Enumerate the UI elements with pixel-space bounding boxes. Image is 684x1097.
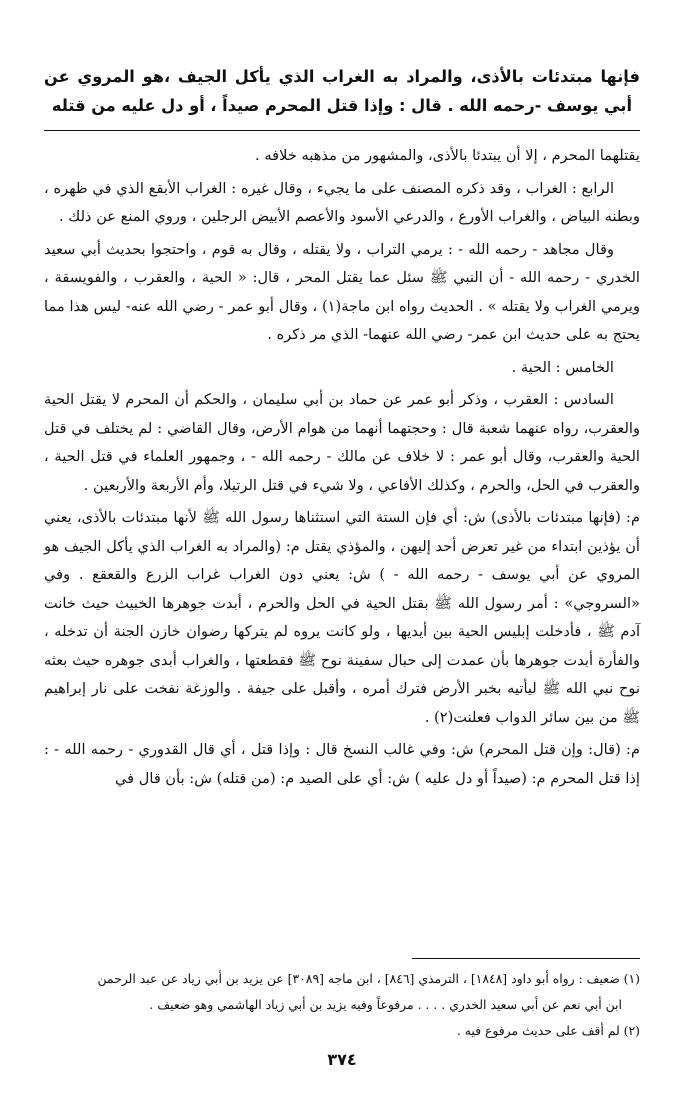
footnote-1-continued: ابن أبي نعم عن أبي سعيد الخدري . . . . مرفوعاً وفيه يزيد بن أبي زياد الهاشمي وهو ضعيف . bbox=[149, 997, 622, 1012]
paragraph-7: م: (قال: وإن قتل المحرم) ش: وفي غالب النسخ قال : وإذا قتل ، أي قال القدوري - رحمه الله - : إذا قتل المحرم م: (صيداً أو دل عليه ) ش: أي على الصيد م: (من قتله) ش: بأن قال في bbox=[44, 741, 640, 787]
header-rule bbox=[44, 130, 640, 131]
footnotes bbox=[44, 966, 640, 1044]
paragraph-3: وقال مجاهد - رحمه الله - : يرمي التراب ، ولا يقتله ، وقال به قوم ، واحتجوا بحديث أبي سعيد الخدري - رحمه الله - أن النبي ﷺ سئل عما يقتل المحر ، قال: « الحية ، والعقرب ، والفويسقة ، ويرمي الغراب ولا يقتله » . الحديث رواه ابن ماجة(١) ، وقال أبو عمر - رضي الله عنه- ليس هذا مما يحتج به على حديث ابن عمر- رضي الله عنهما- الذي مر ذكره . bbox=[44, 240, 640, 343]
paragraph-5: السادس : العقرب ، وذكر أبو عمر عن حماد بن أبي سليمان ، والحكم أن المحرم لا يقتل الحية والعقرب، رواه عنهما شعبة قال : وحجتهما أنهما من هوام الأرض، وقال القاضي : لم يختلف في قتل الحية والعقرب، وقال أبو عمر : لا خلاف عن مالك - رحمه الله - ، وجمهور العلماء في قتل الحية ، والعقرب في الحل، والحرم ، وكذلك الأفاعي ، ولا شيء في قتل الرتيلا، وأم الأربعة والأربعين . bbox=[44, 391, 640, 494]
paragraph-2: الرابع : الغراب ، وقد ذكره المصنف على ما يجيء ، وقال غيره : الغراب الأبقع الذي في ظهره ، وبطنه البياض ، والغراب الأورع ، والدرعي الأسود والأعصم الأبيض الرجلين ، وروي المنع عن ذلك . bbox=[44, 179, 640, 225]
matn-header: فإنها مبتدئات بالأذى، والمراد به الغراب الذي يأكل الجيف ،هو المروي عن أبي يوسف -رحمه الله . قال : وإذا قتل المحرم صيداً ، أو دل عليه من قتله bbox=[44, 67, 640, 115]
page-number: ٣٧٤ bbox=[327, 1050, 357, 1069]
footnote-1: (١) ضعيف : رواه أبو داود [١٨٤٨] ، الترمذي [٨٤٦] ، ابن ماجه [٣٠٨٩] عن يزيد بن أبي زياد عن عبد الرحمن bbox=[97, 971, 640, 986]
footnote-2: (٢) لم أقف على حديث مرفوع فيه . bbox=[456, 1023, 640, 1038]
footnote-rule bbox=[412, 958, 640, 959]
commentary-body bbox=[44, 142, 640, 797]
paragraph-1: يقتلهما المحرم ، إلا أن يبتدئا بالأذى، والمشهور من مذهبه خلافه . bbox=[255, 147, 640, 164]
paragraph-4: الخامس : الحية . bbox=[511, 358, 614, 376]
paragraph-6: م: (فإنها مبتدئات بالأذى) ش: أي فإن الستة التي استثناها رسول الله ﷺ لأنها مبتدئات بالأذى، يعني أن يؤذين ابتداء من غير تعرض أحد إليهن ، والمؤذي يقتل م: (والمراد به الغراب الذي يأكل الجيف هو المروي عن أبي يوسف - رحمه الله - ) ش: يعني دون الغراب غراب الزرع والقعقع . وفي «السروجي» : أمر رسول الله ﷺ بقتل الحية في الحل والحرم ، أبدت جوهرها الخبيث حيث خانت آدم ﷺ ، فأدخلت إبليس الحية بين أيديها ، ولو كانت يروه لم يتركها رضوان خازن الجنة أن تدخله ، والفأرة أبدت جوهرها بأن عمدت إلى حبال سفينة نوح ﷺ فقطعتها ، والغراب أبدى جوهره حيث بعثه نوح نبي الله ﷺ ليأتيه بخبر الأرض فترك أمره ، وأقبل على جيفة . والوزغة نفخت على نار إبراهيم ﷺ من بين سائر الدواب فعلنت(٢) . bbox=[44, 509, 640, 726]
